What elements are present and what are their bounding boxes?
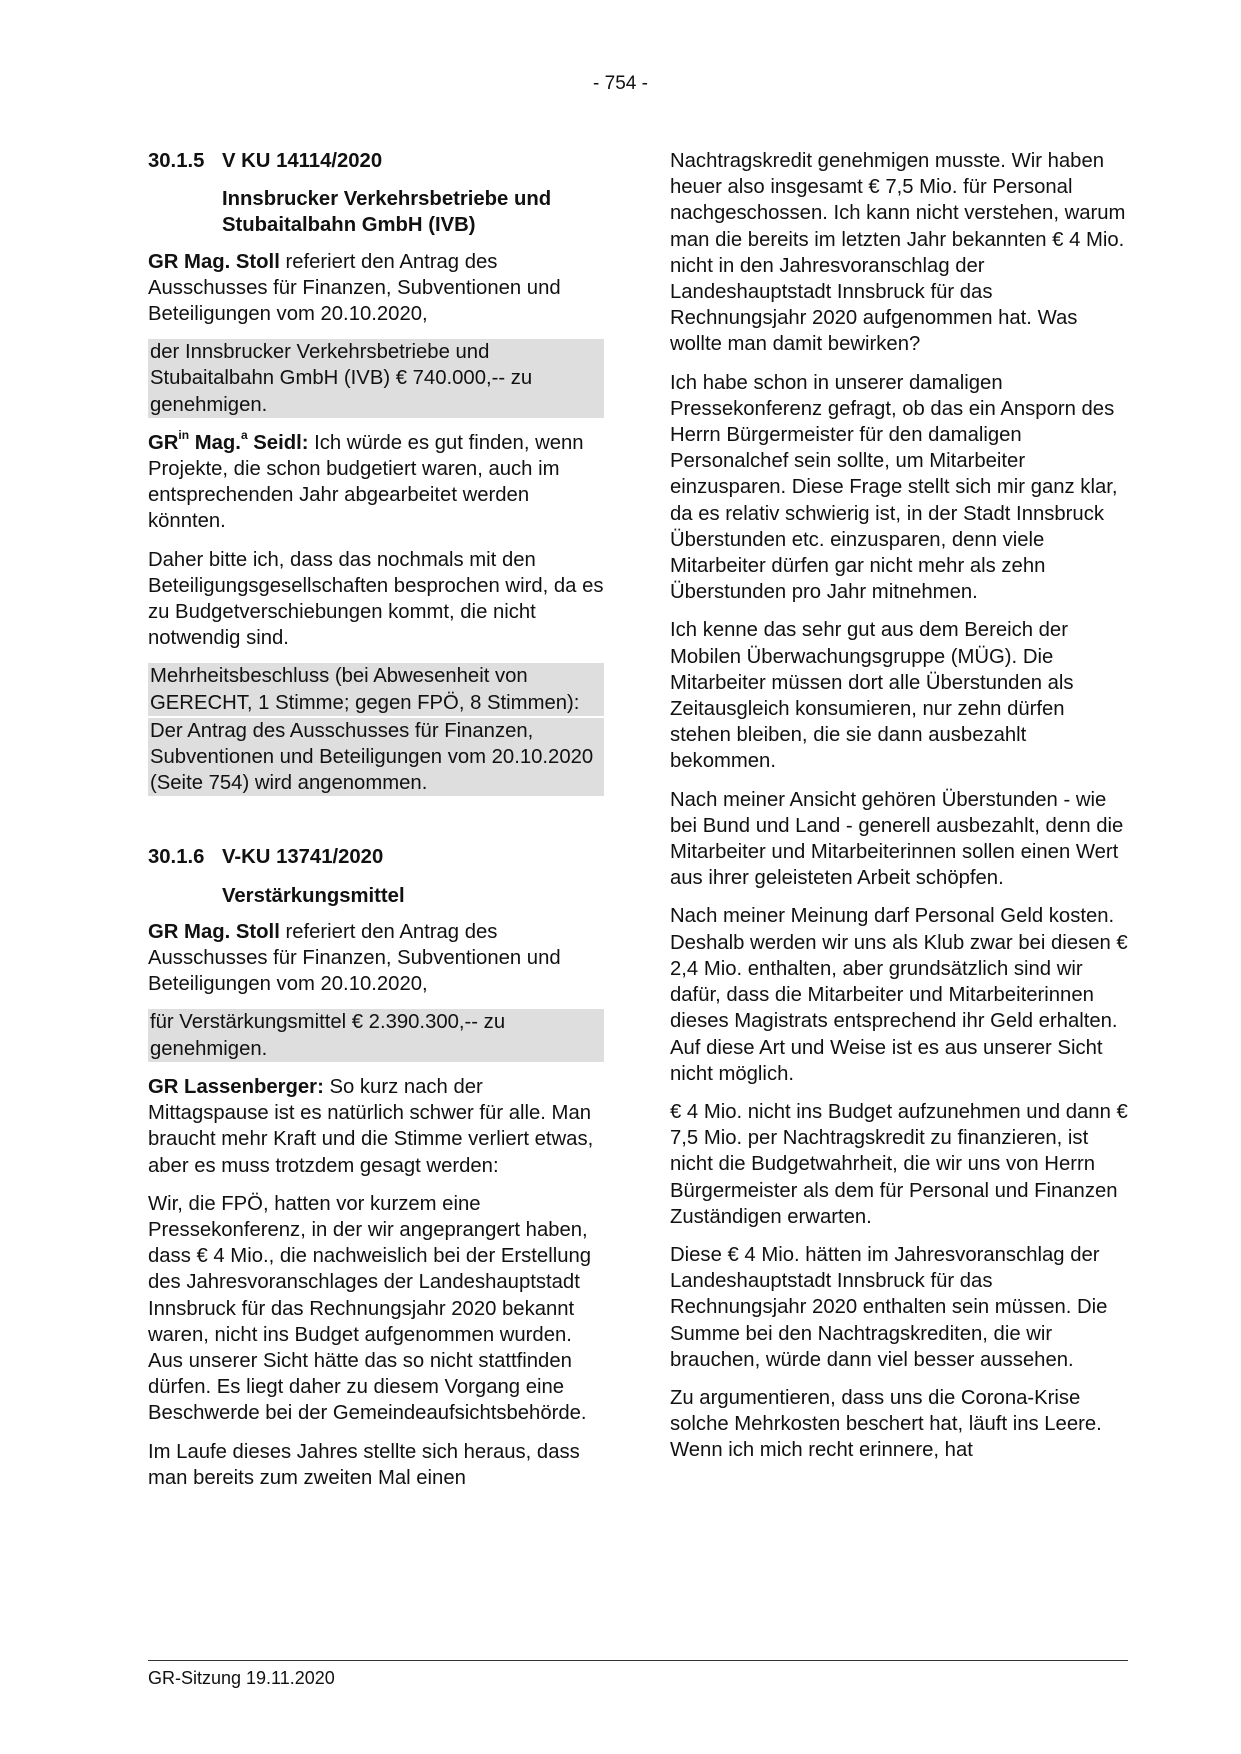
intro-paragraph: GR Mag. Stoll referiert den Antrag des Ausschusses für Finanzen, Subventionen und Beteiligungen vom 20.10.2020, (148, 920, 561, 996)
motion-box: der Innsbrucker Verkehrsbetriebe und Stubaitalbahn GmbH (IVB) € 740.000,-- zu genehmigen. (148, 339, 604, 418)
speech-paragraph: GR Lassenberger: So kurz nach der Mittagspause ist es natürlich schwer für alle. Man braucht mehr Kraft und die Stimme verliert etwas, aber es muss trotzdem gesagt werden: (148, 1075, 594, 1177)
section-code: V-KU 13741/2020 (222, 846, 384, 869)
section-title: Verstärkungsmittel (222, 884, 405, 907)
section-heading-30-1-6 (148, 844, 604, 870)
motion-box: für Verstärkungsmittel € 2.390.300,-- zu genehmigen. (148, 1009, 604, 1061)
speech-paragraph: Im Laufe dieses Jahres stellte sich heraus, dass man bereits zum zweiten Mal einen (148, 1440, 580, 1489)
speech-paragraph: Ich kenne das sehr gut aus dem Bereich der Mobilen Überwachungsgruppe (MÜG). Die Mitarbeiter müssen dort alle Überstunden als Zeitausgleich konsumieren, nur zehn dürfen stehen bleiben, die sie dann ausbezahlt bekommen. (670, 619, 1074, 773)
intro-paragraph: GR Mag. Stoll referiert den Antrag des Ausschusses für Finanzen, Subventionen und Beteiligungen vom 20.10.2020, (148, 250, 561, 326)
footer-text: GR-Sitzung 19.11.2020 (148, 1668, 335, 1688)
section-title: Innsbrucker Verkehrsbetriebe und Stubaitalbahn GmbH (IVB) (222, 188, 552, 237)
speech-paragraph: Nach meiner Ansicht gehören Überstunden - wie bei Bund und Land - generell ausbezahlt, denn die Mitarbeiter und Mitarbeiterinnen sollen einen Wert aus ihrer geleisteten Arbeit schöpfen. (670, 788, 1124, 890)
right-column (670, 148, 1128, 1476)
page-number: - 754 - (593, 73, 648, 94)
result-box: Der Antrag des Ausschusses für Finanzen, Subventionen und Beteiligungen vom 20.10.2020 (Seite 754) wird angenommen. (148, 718, 604, 797)
section-heading-30-1-5 (148, 148, 604, 174)
speech-paragraph: Nachtragskredit genehmigen musste. Wir haben heuer also insgesamt € 7,5 Mio. für Personal nachgeschossen. Ich kann nicht verstehen, warum man die bereits im letzten Jahr bekannten € 4 Mio. nicht in den Jahresvoranschlag der Landeshauptstadt Innsbruck für das Rechnungsjahr 2020 aufgenommen hat. Was wollte man damit bewirken? (670, 150, 1126, 356)
speaker-name: GR Mag. Stoll (148, 920, 280, 943)
resolution-box: Mehrheitsbeschluss (bei Abwesenheit von GERECHT, 1 Stimme; gegen FPÖ, 8 Stimmen): (148, 663, 604, 715)
speech-paragraph: $GR^{in}$ Mag.$^a$ Seidl: Ich würde es gut finden, wenn Projekte, die schon budgetiert waren, auch im entsprechenden Jahr abgearbeitet werden könnten. (148, 428, 584, 533)
speech-paragraph: Diese € 4 Mio. hätten im Jahresvoranschlag der Landeshauptstadt Innsbruck für das Rechnungsjahr 2020 enthalten sein müssen. Die Summe bei den Nachtragskrediten, die wir brauchen, würde dann viel besser aussehen. (670, 1243, 1108, 1371)
speech-paragraph: Daher bitte ich, dass das nochmals mit den Beteiligungsgesellschaften besprochen wird, da es zu Budgetverschiebungen kommt, die nicht notwendig sind. (148, 548, 604, 650)
section-number: 30.1.5 (148, 150, 205, 172)
footer-divider (148, 1660, 1128, 1661)
section-code: V KU 14114/2020 (222, 150, 383, 172)
section-number: 30.1.6 (148, 846, 205, 869)
speech-paragraph: Nach meiner Meinung darf Personal Geld kosten. Deshalb werden wir uns als Klub zwar bei diesen € 2,4 Mio. enthalten, aber grundsätzlich sind wir dafür, dass die Mitarbeiter und Mitarbeiterinnen dieses Magistrats entsprechend ihr Geld erhalten. Auf diese Art und Weise ist es aus unserer Sicht nicht möglich. (670, 905, 1128, 1085)
speech-paragraph: Zu argumentieren, dass uns die Corona-Krise solche Mehrkosten beschert hat, läuft ins Leere. Wenn ich mich recht erinnere, hat (670, 1386, 1102, 1462)
speaker-name: $GR^{in}$ Mag.$^a$ Seidl: (148, 428, 309, 454)
speech-paragraph: Wir, die FPÖ, hatten vor kurzem eine Pressekonferenz, in der wir angeprangert haben, dass € 4 Mio., die nachweislich bei der Erstellung des Jahresvoranschlages der Landeshauptstadt Innsbruck für das Rechnungsjahr 2020 bekannt waren, nicht ins Budget aufgenommen wurden. Aus unserer Sicht hätte das so nicht stattfinden dürfen. Es liegt daher zu diesem Vorgang eine Beschwerde bei der Gemeindeaufsichtsbehörde. (148, 1192, 592, 1425)
speech-paragraph: Ich habe schon in unserer damaligen Pressekonferenz gefragt, ob das ein Ansporn des Herrn Bürgermeister für den damaligen Personalchef sein sollte, um Mitarbeiter einzusparen. Diese Frage stellt sich mir ganz klar, da es relativ schwierig ist, in der Stadt Innsbruck Überstunden etc. einzusparen, denn viele Mitarbeiter dürfen gar nicht mehr als zehn Überstunden pro Jahr mitnehmen. (670, 371, 1118, 604)
speaker-name: GR Lassenberger: (148, 1075, 324, 1098)
left-column (148, 148, 604, 1503)
speech-paragraph: € 4 Mio. nicht ins Budget aufzunehmen und dann € 7,5 Mio. per Nachtragskredit zu finanzieren, ist nicht die Budgetwahrheit, die wir uns von Herrn Bürgermeister als dem für Personal und Finanzen Zuständigen erwarten. (670, 1100, 1128, 1228)
speaker-name: GR Mag. Stoll (148, 250, 280, 273)
